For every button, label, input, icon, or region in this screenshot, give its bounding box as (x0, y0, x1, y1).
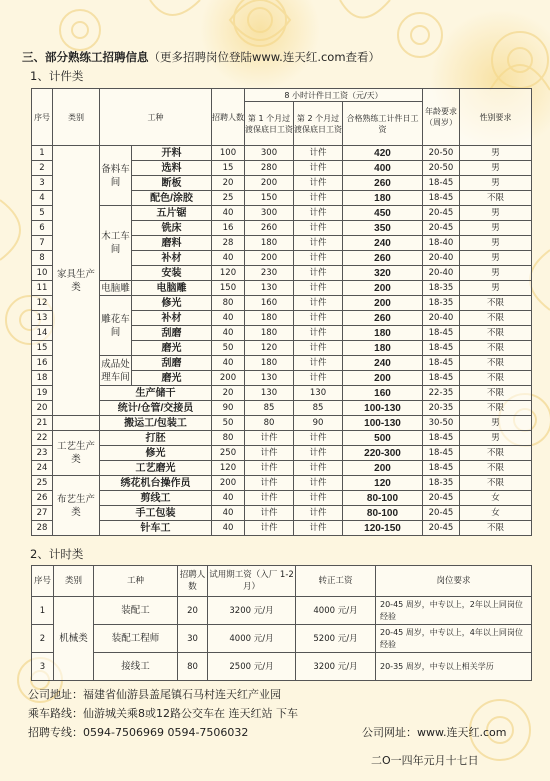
row-skilled: 240 (343, 356, 423, 371)
row-month1: 计件 (245, 431, 294, 446)
row-month1: 200 (245, 251, 294, 266)
row-count: 80 (212, 296, 245, 311)
table-row (32, 431, 532, 446)
row-sex: 男 (460, 161, 532, 176)
row-count: 250 (212, 446, 245, 461)
row-skilled: 400 (343, 161, 423, 176)
row-age: 20-40 (423, 311, 460, 326)
row-month1: 计件 (245, 461, 294, 476)
row-month1: 计件 (245, 506, 294, 521)
row-skilled: 180 (343, 326, 423, 341)
row-job: 剪线工 (100, 491, 212, 506)
table-row (32, 356, 532, 371)
row-month2: 计件 (294, 191, 343, 206)
row-job: 接线工 (94, 653, 178, 681)
row-month1: 计件 (245, 446, 294, 461)
row-count: 120 (212, 461, 245, 476)
bus-route: 乘车路线：仙游城关乘8或12路公交车在 连天红站 下车 (28, 707, 298, 720)
row-seq: 2 (32, 625, 54, 653)
row-sex: 男 (460, 266, 532, 281)
row-age: 18-45 (423, 191, 460, 206)
row-job: 铣床 (132, 221, 212, 236)
row-month1: 180 (245, 236, 294, 251)
row-skilled: 350 (343, 221, 423, 236)
subcategory-prep: 备料车间 (100, 146, 132, 206)
row-month2: 计件 (294, 521, 343, 536)
table-row (32, 491, 532, 506)
table-row (32, 653, 532, 681)
row-month2: 计件 (294, 371, 343, 386)
row-age: 18-45 (423, 341, 460, 356)
row-sex: 男 (460, 251, 532, 266)
row-skilled: 200 (343, 296, 423, 311)
row-age: 20-45 (423, 206, 460, 221)
row-seq: 1 (32, 146, 53, 161)
row-count: 40 (212, 521, 245, 536)
row-job: 磨料 (132, 236, 212, 251)
row-month2: 计件 (294, 251, 343, 266)
row-month2: 计件 (294, 341, 343, 356)
row-age: 18-35 (423, 476, 460, 491)
row-seq: 28 (32, 521, 53, 536)
row-month2: 计件 (294, 146, 343, 161)
row-count: 15 (212, 161, 245, 176)
row-count: 40 (212, 491, 245, 506)
row-skilled: 120 (343, 476, 423, 491)
row-seq: 24 (32, 461, 53, 476)
table-row (32, 281, 532, 296)
row-age: 18-40 (423, 236, 460, 251)
row-job: 生产储干 (100, 386, 212, 401)
row-skilled: 260 (343, 311, 423, 326)
row-seq: 15 (32, 341, 53, 356)
row-count: 80 (178, 653, 208, 681)
row-job: 修光 (132, 296, 212, 311)
row-job: 打胚 (100, 431, 212, 446)
row-age: 18-45 (423, 176, 460, 191)
row-count: 50 (212, 341, 245, 356)
row-skilled: 100-130 (343, 401, 423, 416)
header-count: 招聘人数 (178, 566, 208, 597)
row-month2: 计件 (294, 311, 343, 326)
table-row (32, 386, 532, 401)
row-skilled: 120-150 (343, 521, 423, 536)
row-month1: 85 (245, 401, 294, 416)
row-skilled: 420 (343, 146, 423, 161)
subcategory-wood: 木工车间 (100, 206, 132, 281)
table-row (32, 521, 532, 536)
row-age: 18-45 (423, 356, 460, 371)
row-age: 20-45 (423, 221, 460, 236)
row-sex: 男 (460, 416, 532, 431)
row-age: 30-50 (423, 416, 460, 431)
row-count: 25 (212, 191, 245, 206)
row-job: 装配工 (94, 597, 178, 625)
row-count: 40 (212, 356, 245, 371)
row-requirement: 20-45 周岁，中专以上，2年以上同岗位经验 (376, 597, 532, 625)
row-seq: 6 (32, 221, 53, 236)
row-month1: 180 (245, 311, 294, 326)
row-count: 200 (212, 476, 245, 491)
row-month2: 计件 (294, 356, 343, 371)
row-skilled: 450 (343, 206, 423, 221)
row-month1: 280 (245, 161, 294, 176)
row-sex: 不限 (460, 326, 532, 341)
row-skilled: 500 (343, 431, 423, 446)
table-row (32, 476, 532, 491)
row-job: 修光 (100, 446, 212, 461)
header-month2: 第 2 个月过渡保底日工资 (294, 102, 343, 146)
row-count: 200 (212, 371, 245, 386)
company-address: 公司地址：福建省仙游县盖尾镇石马村连天红产业园 (28, 688, 281, 701)
row-month1: 150 (245, 191, 294, 206)
row-count: 90 (212, 401, 245, 416)
header-job: 工种 (100, 89, 212, 146)
row-age: 22-35 (423, 386, 460, 401)
subcategory-pc: 电脑雕 (101, 282, 130, 294)
piece-rate-table (31, 88, 532, 536)
row-month1: 160 (245, 296, 294, 311)
row-count: 40 (212, 311, 245, 326)
row-sex: 不限 (460, 386, 532, 401)
row-sex: 男 (460, 236, 532, 251)
row-job: 五片锯 (132, 206, 212, 221)
row-seq: 10 (32, 266, 53, 281)
table-row (32, 506, 532, 521)
row-regular: 3200 元/月 (296, 653, 376, 681)
table-row (32, 296, 532, 311)
row-skilled: 180 (343, 191, 423, 206)
header-category: 类别 (53, 89, 100, 146)
row-job: 手工包装 (100, 506, 212, 521)
row-count: 20 (212, 386, 245, 401)
row-job: 针车工 (100, 521, 212, 536)
row-age: 18-45 (423, 461, 460, 476)
row-age: 20-40 (423, 266, 460, 281)
row-skilled: 100-130 (343, 416, 423, 431)
row-seq: 3 (32, 653, 54, 681)
row-month2: 计件 (294, 506, 343, 521)
row-seq: 21 (32, 416, 53, 431)
row-age: 20-35 (423, 401, 460, 416)
row-regular: 4000 元/月 (296, 597, 376, 625)
category-fabric: 布艺生产类 (53, 476, 100, 536)
row-seq: 1 (32, 597, 54, 625)
row-seq: 14 (32, 326, 53, 341)
row-sex: 男 (460, 176, 532, 191)
piece-title: 1、计件类 (30, 69, 84, 83)
row-sex: 男 (460, 431, 532, 446)
row-seq: 5 (32, 206, 53, 221)
row-sex: 不限 (460, 191, 532, 206)
header-month1: 第 1 个月过渡保底日工资 (245, 102, 294, 146)
row-count: 20 (178, 597, 208, 625)
time-header-row (32, 566, 532, 597)
row-month1: 180 (245, 326, 294, 341)
row-month2: 计件 (294, 431, 343, 446)
row-seq: 27 (32, 506, 53, 521)
row-count: 80 (212, 431, 245, 446)
row-skilled: 80-100 (343, 506, 423, 521)
row-month2: 计件 (294, 326, 343, 341)
section-title: 三、部分熟练工招聘信息 (22, 50, 149, 64)
subcategory-carve: 雕花车间 (100, 296, 132, 356)
row-count: 20 (212, 176, 245, 191)
row-count: 100 (212, 146, 245, 161)
header-seq: 序号 (32, 89, 53, 146)
row-month2: 计件 (294, 461, 343, 476)
row-count: 50 (212, 416, 245, 431)
row-count: 120 (212, 266, 245, 281)
row-job: 刮磨 (132, 356, 212, 371)
header-regular: 转正工资 (296, 566, 376, 597)
row-sex: 不限 (460, 341, 532, 356)
row-sex: 不限 (460, 296, 532, 311)
row-job: 装配工程师 (94, 625, 178, 653)
row-job: 断板 (132, 176, 212, 191)
header-age: 年龄要求（周岁） (423, 89, 460, 146)
row-month2: 计件 (294, 281, 343, 296)
row-seq: 8 (32, 251, 53, 266)
row-trial: 2500 元/月 (208, 653, 296, 681)
row-job: 搬运工/包装工 (100, 416, 212, 431)
row-age: 18-45 (423, 431, 460, 446)
row-sex: 不限 (460, 356, 532, 371)
row-seq: 16 (32, 356, 53, 371)
row-age: 18-45 (423, 326, 460, 341)
row-age: 20-50 (423, 161, 460, 176)
row-skilled: 160 (343, 386, 423, 401)
header-requirement: 岗位要求 (376, 566, 532, 597)
row-seq: 18 (32, 371, 53, 386)
row-skilled: 200 (343, 371, 423, 386)
row-month2: 90 (294, 416, 343, 431)
row-job: 电脑雕 (132, 281, 212, 296)
row-seq: 3 (32, 176, 53, 191)
row-month2: 85 (294, 401, 343, 416)
table-row (32, 597, 532, 625)
row-seq: 13 (32, 311, 53, 326)
row-month2: 计件 (294, 266, 343, 281)
row-sex: 女 (460, 506, 532, 521)
row-month1: 300 (245, 206, 294, 221)
row-job: 刮磨 (132, 326, 212, 341)
row-sex: 不限 (460, 476, 532, 491)
row-count: 40 (212, 506, 245, 521)
row-sex: 女 (460, 491, 532, 506)
row-job: 安装 (132, 266, 212, 281)
row-count: 40 (212, 251, 245, 266)
header-job: 工种 (94, 566, 178, 597)
row-age: 20-45 (423, 521, 460, 536)
row-sex: 不限 (460, 311, 532, 326)
row-sex: 不限 (460, 461, 532, 476)
row-month2: 计件 (294, 206, 343, 221)
row-skilled: 240 (343, 236, 423, 251)
table-row (32, 446, 532, 461)
row-seq: 23 (32, 446, 53, 461)
row-job: 工艺磨光 (100, 461, 212, 476)
recruit-hotline: 招聘专线：0594-7506969 0594-7506032 (28, 726, 249, 739)
row-month2: 计件 (294, 446, 343, 461)
row-seq: 22 (32, 431, 53, 446)
table-row (32, 206, 532, 221)
row-sex: 不限 (460, 521, 532, 536)
row-month2: 计件 (294, 491, 343, 506)
row-month1: 260 (245, 221, 294, 236)
row-skilled: 80-100 (343, 491, 423, 506)
row-month2: 计件 (294, 296, 343, 311)
time-title: 2、计时类 (30, 547, 84, 561)
company-website: 公司网址：www.连天红.com (362, 726, 507, 739)
row-sex: 男 (460, 146, 532, 161)
row-month1: 计件 (245, 476, 294, 491)
row-seq: 12 (32, 296, 53, 311)
row-sex: 不限 (460, 446, 532, 461)
row-month1: 130 (245, 386, 294, 401)
row-seq: 2 (32, 161, 53, 176)
row-seq: 25 (32, 476, 53, 491)
header-trial: 试用期工资（入厂 1-2 月） (208, 566, 296, 597)
row-seq: 19 (32, 386, 53, 401)
row-month2: 计件 (294, 221, 343, 236)
row-month1: 230 (245, 266, 294, 281)
issue-date: 二O一四年元月十七日 (371, 754, 479, 767)
row-job: 补材 (132, 251, 212, 266)
subcategory-finish: 成品处理车间 (100, 356, 132, 386)
row-month1: 300 (245, 146, 294, 161)
section-note: （更多招聘岗位登陆www.连天红.com查看） (148, 50, 381, 64)
section-heading (22, 49, 380, 65)
row-trial: 4000 元/月 (208, 625, 296, 653)
row-requirement: 20-45 周岁，中专以上，4年以上同岗位经验 (376, 625, 532, 653)
row-seq: 4 (32, 191, 53, 206)
row-job: 绣花机台操作员 (100, 476, 212, 491)
row-age: 18-35 (423, 281, 460, 296)
row-month2: 130 (294, 386, 343, 401)
row-job: 统计/仓管/交接员 (100, 401, 212, 416)
table-row (32, 625, 532, 653)
row-job: 开料 (132, 146, 212, 161)
row-sex: 不限 (460, 401, 532, 416)
row-count: 40 (212, 326, 245, 341)
table-row (32, 146, 532, 161)
row-sex: 不限 (460, 371, 532, 386)
row-regular: 5200 元/月 (296, 625, 376, 653)
row-seq: 20 (32, 401, 53, 416)
table-row (32, 461, 532, 476)
row-count: 30 (178, 625, 208, 653)
row-month1: 120 (245, 341, 294, 356)
row-skilled: 320 (343, 266, 423, 281)
row-age: 20-40 (423, 251, 460, 266)
row-age: 18-35 (423, 296, 460, 311)
header-count: 招聘人数 (212, 89, 245, 146)
row-age: 20-50 (423, 146, 460, 161)
row-age: 20-45 (423, 506, 460, 521)
row-month1: 130 (245, 281, 294, 296)
header-skilled: 合格熟练工计件日工资 (343, 102, 423, 146)
header-wage-group: 8 小时计件日工资（元/天） (245, 89, 423, 102)
row-age: 18-45 (423, 371, 460, 386)
row-skilled: 200 (343, 281, 423, 296)
header-category: 类别 (54, 566, 94, 597)
row-seq: 11 (32, 281, 53, 296)
row-sex: 男 (460, 221, 532, 236)
row-count: 28 (212, 236, 245, 251)
row-job: 补材 (132, 311, 212, 326)
piece-header-row (32, 89, 532, 102)
row-requirement: 20-35 周岁，中专以上相关学历 (376, 653, 532, 681)
row-month1: 180 (245, 356, 294, 371)
row-sex: 男 (460, 206, 532, 221)
row-skilled: 220-300 (343, 446, 423, 461)
row-job: 磨光 (132, 371, 212, 386)
row-count: 16 (212, 221, 245, 236)
row-age: 18-45 (423, 446, 460, 461)
row-month1: 计件 (245, 521, 294, 536)
table-row (32, 401, 532, 416)
row-month1: 计件 (245, 491, 294, 506)
row-month2: 计件 (294, 161, 343, 176)
row-age: 20-45 (423, 491, 460, 506)
row-month1: 130 (245, 371, 294, 386)
category-craft: 工艺生产类 (53, 431, 100, 476)
header-seq: 序号 (32, 566, 54, 597)
row-month1: 80 (245, 416, 294, 431)
row-month1: 200 (245, 176, 294, 191)
row-month2: 计件 (294, 236, 343, 251)
row-month2: 计件 (294, 176, 343, 191)
row-count: 40 (212, 206, 245, 221)
table-row (32, 416, 532, 431)
row-job: 磨光 (132, 341, 212, 356)
row-seq: 7 (32, 236, 53, 251)
row-sex: 男 (460, 281, 532, 296)
category-machinery: 机械类 (54, 597, 94, 681)
row-month2: 计件 (294, 476, 343, 491)
header-sex: 性别要求 (460, 89, 532, 146)
time-rate-table (31, 565, 532, 681)
row-skilled: 260 (343, 176, 423, 191)
row-seq: 26 (32, 491, 53, 506)
row-skilled: 200 (343, 461, 423, 476)
row-trial: 3200 元/月 (208, 597, 296, 625)
row-skilled: 180 (343, 341, 423, 356)
row-job: 配色/涂胶 (132, 191, 212, 206)
category-furniture: 家具生产类 (53, 146, 100, 416)
row-count: 150 (212, 281, 245, 296)
row-skilled: 260 (343, 251, 423, 266)
row-job: 选料 (132, 161, 212, 176)
